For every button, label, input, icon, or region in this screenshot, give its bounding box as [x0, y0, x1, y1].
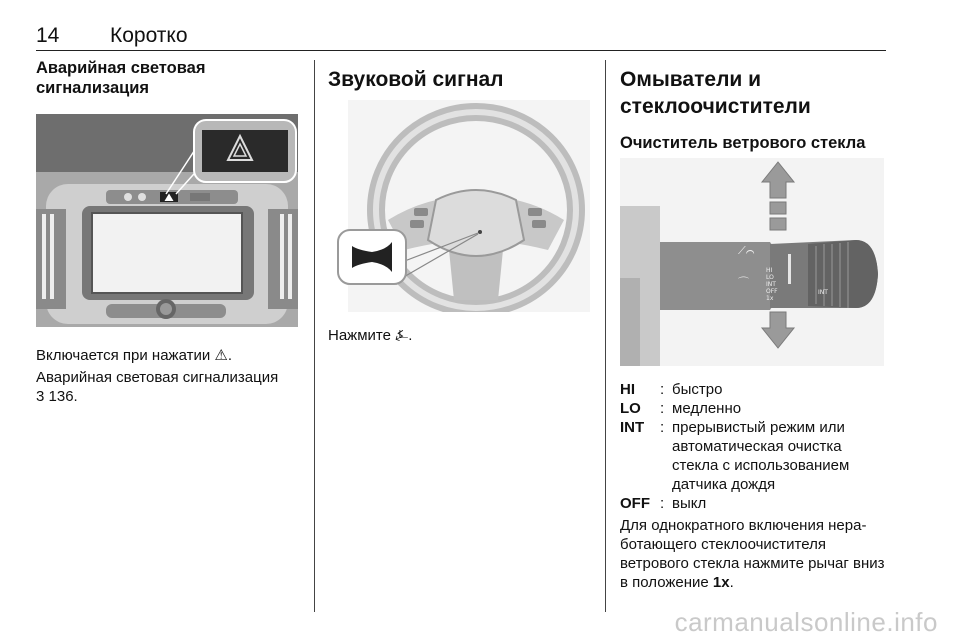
- horn-p1-end: .: [408, 327, 413, 344]
- column-divider-1: [314, 60, 315, 612]
- page-number: 14: [36, 24, 60, 47]
- lever-label-lo: LO: [766, 274, 774, 281]
- hazard-paragraph-2: [36, 368, 304, 406]
- column-wipers: [620, 58, 888, 154]
- svg-text:⌒: ⌒: [738, 276, 749, 289]
- mode-text: прерывистый режим или автоматическая очистка стекла с использованием датчика дождя: [672, 419, 850, 493]
- hazard-paragraph-1: [36, 346, 304, 365]
- wiper-modes-list: [620, 380, 892, 513]
- hazard-p2-ref: 3 136.: [36, 388, 78, 405]
- mode-row-hi: HI : быстро: [620, 380, 892, 399]
- mode-text: выкл: [672, 495, 707, 512]
- hazard-p2-text: Аварийная световая сигнализация: [36, 369, 279, 386]
- windscreen-wiper-subheading: Очиститель ветрового стекла: [620, 134, 866, 152]
- mode-term: HI: [620, 381, 635, 398]
- lever-label-int: INT: [766, 281, 776, 288]
- horn-p1-text: Нажмите: [328, 327, 391, 344]
- header-rule: [36, 50, 886, 51]
- column-horn: [328, 58, 598, 93]
- hazard-p1-end: .: [227, 347, 233, 364]
- hazard-triangle-icon: ⚠: [214, 347, 228, 364]
- mode-text: медленно: [672, 400, 742, 417]
- mode-term: INT: [620, 419, 645, 436]
- mode-row-off: OFF : выкл: [620, 494, 892, 513]
- mode-row-int: INT : прерывистый режим или автоматическая очистка стекла с использованием датчика дождя: [620, 418, 892, 494]
- hazard-heading: Аварийная световая сигнализация: [36, 59, 206, 97]
- single-wipe-text: Для однократного включения нера-ботающего стеклоочистителя ветрового стекла нажмите рычаг вниз в положение: [620, 517, 885, 591]
- svg-text:⟋⌒: ⟋⌒: [738, 244, 755, 257]
- wiper-lever-illustration: [620, 158, 884, 366]
- lever-label-1x: 1x: [766, 295, 774, 302]
- mode-text: быстро: [672, 381, 723, 398]
- horn-paragraph: [328, 326, 598, 345]
- page-header: [36, 24, 886, 50]
- lever-label-hi: HI: [766, 267, 773, 274]
- lever-label-int-ring: INT: [818, 289, 828, 296]
- horn-icon: ⍼: [395, 327, 409, 344]
- single-wipe-end: .: [729, 574, 734, 591]
- lever-label-off: OFF: [766, 288, 778, 295]
- mode-term: OFF: [620, 495, 650, 512]
- single-wipe-position: 1x: [712, 574, 730, 591]
- column-divider-2: [605, 60, 606, 612]
- horn-heading: Звуковой сигнал: [328, 68, 504, 91]
- page-title: Коротко: [110, 24, 188, 47]
- mode-row-lo: LO : медленно: [620, 399, 892, 418]
- single-wipe-paragraph: [620, 516, 892, 592]
- watermark: carmanualsonline.info: [674, 607, 938, 637]
- hazard-illustration: [36, 114, 298, 327]
- horn-illustration: [328, 100, 590, 312]
- mode-term: LO: [620, 400, 641, 417]
- hazard-p1-text: Включается при нажатии: [36, 347, 211, 364]
- column-hazard: [36, 58, 304, 98]
- wipers-heading: Омыватели и стеклоочистители: [620, 68, 811, 118]
